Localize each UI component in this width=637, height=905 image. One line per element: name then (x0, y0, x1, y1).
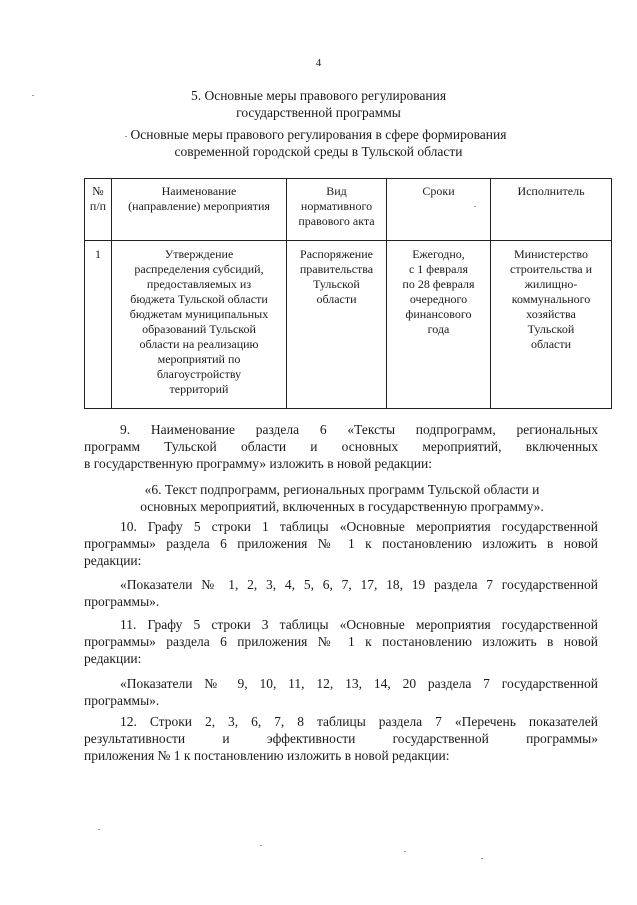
scan-speck (98, 829, 100, 830)
paragraph-quote-section-6: «6. Текст подпрограмм, региональных программ Тульской области и основных мероприятий, включенных в государственную программу». (140, 482, 544, 514)
scan-speck (32, 95, 34, 96)
scan-speck (260, 845, 262, 846)
table-header-row (85, 179, 612, 241)
scan-speck (404, 851, 406, 852)
table-title-line: современной городской среды в Тульской области (174, 144, 463, 159)
cell-executor: Министерство строительства и жилищно- коммунального хозяйства Тульской области (491, 241, 612, 409)
paragraph-10: 10. Графу 5 строки 1 таблицы «Основные мероприятия государственной программы» раздела 6 приложения № 1 к постановлению изложить в новой редакции: (84, 519, 598, 568)
paragraph-11: 11. Графу 5 строки 3 таблицы «Основные мероприятия государственной программы» раздела 6 приложения № 1 к постановлению изложить в новой редакции: (84, 617, 598, 666)
scan-speck (125, 136, 127, 137)
page-number: 4 (315, 57, 322, 69)
section-title-line: государственной программы (236, 105, 401, 120)
scan-speck (481, 858, 483, 859)
table-title (0, 126, 637, 160)
cell-number: 1 (85, 241, 112, 409)
cell-act-type: Распоряжение правительства Тульской области (287, 241, 387, 409)
paragraph-indicators-2: «Показатели № 9, 10, 11, 12, 13, 14, 20 раздела 7 государственной программы». (84, 676, 598, 708)
header-number: № п/п (85, 179, 112, 241)
header-executor: Исполнитель (491, 179, 612, 241)
section-title (0, 87, 637, 121)
table-title-line: Основные меры правового регулирования в сфере формирования (130, 127, 507, 142)
legal-measures-table (84, 178, 612, 409)
scan-speck (474, 206, 476, 207)
header-act-type: Вид нормативного правового акта (287, 179, 387, 241)
section-title-line: 5. Основные меры правового регулирования (190, 88, 447, 103)
paragraph-indicators-1: «Показатели № 1, 2, 3, 4, 5, 6, 7, 17, 18, 19 раздела 7 государственной программы». (84, 577, 598, 609)
paragraph-12: 12. Строки 2, 3, 6, 7, 8 таблицы раздела 7 «Перечень показателей результативности и эффективности государственной программы» приложения № 1 к постановлению изложить в новой редакции: (84, 714, 598, 763)
cell-name: Утверждение распределения субсидий, предоставляемых из бюджета Тульской области бюджетам муниципальных образований Тульской области на реализацию мероприятий по благоустройству территорий (112, 241, 287, 409)
header-deadlines: Сроки (387, 179, 491, 241)
cell-deadlines: Ежегодно, с 1 февраля по 28 февраля очередного финансового года (387, 241, 491, 409)
header-name: Наименование (направление) мероприятия (112, 179, 287, 241)
table-row (85, 241, 612, 409)
paragraph-9: 9. Наименование раздела 6 «Тексты подпрограмм, региональных программ Тульской области и основных мероприятий, включенных в государственную программу» изложить в новой редакции: (84, 422, 598, 471)
